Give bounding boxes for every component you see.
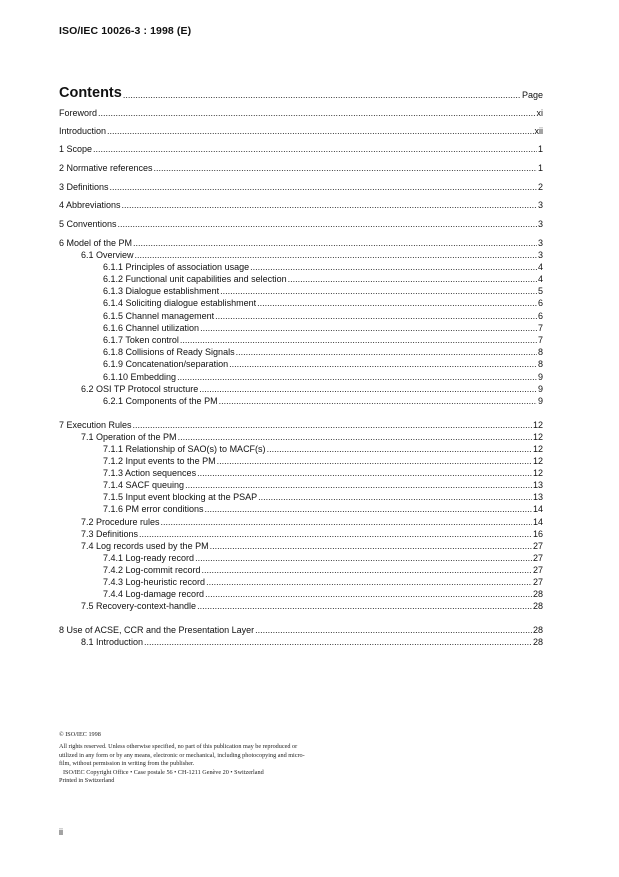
toc-entry-page: 14 [532,517,543,527]
toc-entry-label: 6.1.7 Token control [103,335,179,345]
toc-entry-page: 1 [537,144,543,154]
leader-dots [215,311,537,321]
toc-entry[interactable] [59,143,543,154]
toc-entry-page: 6 [537,311,543,321]
toc-entry[interactable] [103,297,543,308]
leader-dots [154,163,537,173]
toc-entry-label: 8 Use of ACSE, CCR and the Presentation Layer [59,625,255,635]
toc-entry-label: 5 Conventions [59,219,117,229]
toc-entry-page: 12 [532,444,543,454]
toc-entry-page: 12 [532,432,543,442]
toc-entry-page: 14 [532,504,543,514]
toc-entry[interactable] [103,334,543,345]
toc-entry-page: 9 [537,384,543,394]
toc-entry-page: 27 [532,565,543,575]
leader-dots [135,250,537,260]
toc-entry[interactable] [59,218,543,229]
toc-entry-label: 6.1.4 Soliciting dialogue establishment [103,298,257,308]
toc-entry[interactable] [81,636,543,647]
toc-entry-label: 7.1.4 SACF queuing [103,480,185,490]
toc-entry-page: 2 [537,182,543,192]
page-number: ii [59,827,63,837]
toc-entry-label: 7.1.6 PM error conditions [103,504,204,514]
toc-entry-page: 27 [532,541,543,551]
toc-entry-page: 4 [537,274,543,284]
toc-entry[interactable] [59,125,543,136]
toc-entry-page: 9 [537,396,543,406]
toc-entry-label: 6.2 OSI TP Protocol structure [81,384,199,394]
leader-dots [197,601,532,611]
leader-dots [123,90,521,100]
toc-entry[interactable] [81,383,543,394]
toc-entry[interactable] [103,273,543,284]
leader-dots [200,323,537,333]
leader-dots [250,262,537,272]
toc-entry-page: 3 [537,219,543,229]
toc-entry-label: 6.1 Overview [81,250,134,260]
leader-dots [144,637,532,647]
toc-entry-label: 6 Model of the PM [59,238,133,248]
toc-entry-page: 8 [537,359,543,369]
leader-dots [180,335,537,345]
toc-entry-label: 6.1.10 Embedding [103,372,177,382]
toc-entry[interactable] [81,600,543,611]
leader-dots [133,238,537,248]
toc-entry-label: Introduction [59,126,107,136]
toc-entry[interactable] [81,540,543,551]
toc-entry-label: 6.1.6 Channel utilization [103,323,200,333]
toc-entry-label: 4 Abbreviations [59,200,121,210]
copyright-office-address: ISO/IEC Copyright Office • Case postale 56 • CH-1211 Genève 20 • Switzerland [63,768,264,776]
toc-entry-page: 12 [532,420,543,430]
toc-entry[interactable] [81,249,543,260]
rights-line: All rights reserved. Unless otherwise specified, no part of this publication may be reproduced or [59,743,298,751]
leader-dots [161,517,532,527]
toc-entry-label: 7.1.1 Relationship of SAO(s) to MACF(s) [103,444,266,454]
toc-entry[interactable] [103,358,543,369]
toc-entry[interactable] [103,552,543,563]
toc-entry-label: 2 Normative references [59,163,153,173]
toc-entry[interactable] [81,516,543,527]
toc-entry-page: 9 [537,372,543,382]
toc-entry[interactable] [59,107,543,118]
toc-entry-page: 27 [532,553,543,563]
leader-dots [267,444,532,454]
toc-entry[interactable] [59,162,543,173]
leader-dots [199,384,537,394]
toc-entry-label: 7 Execution Rules [59,420,132,430]
toc-entry-label: 7.2 Procedure rules [81,517,160,527]
leader-dots [98,108,535,118]
leader-dots [220,286,537,296]
toc-entry[interactable] [103,503,543,514]
toc-entry-page: 5 [537,286,543,296]
leader-dots [255,625,532,635]
toc-entry[interactable] [103,346,543,357]
toc-entry-label: 1 Scope [59,144,93,154]
toc-entry-page: 3 [537,238,543,248]
toc-entry-label: 6.1.3 Dialogue establishment [103,286,220,296]
leader-dots [206,577,532,587]
toc-entry-label: 7.1.2 Input events to the PM [103,456,216,466]
toc-entry[interactable] [103,564,543,575]
toc-entry-label: 6.2.1 Components of the PM [103,396,218,406]
toc-entry-page: 27 [532,577,543,587]
toc-entry-page: 16 [532,529,543,539]
toc-entry-label: 7.4.3 Log-heuristic record [103,577,206,587]
leader-dots [236,347,537,357]
rights-line: utilized in any form or by any means, electronic or mechanical, including photocopying and micro- [59,751,305,759]
leader-dots [205,589,532,599]
copyright-footer [59,731,419,785]
toc-entry-label: 7.4.2 Log-commit record [103,565,201,575]
toc-entry[interactable] [59,419,543,430]
toc-entry[interactable] [103,322,543,333]
leader-dots [229,359,537,369]
toc-entry-page: 4 [537,262,543,272]
toc-entry-label: 6.1.1 Principles of association usage [103,262,250,272]
leader-dots [195,553,532,563]
toc-entry-page: 13 [532,492,543,502]
page-column-label: Page [521,90,543,100]
toc-entry-page: 3 [537,250,543,260]
toc-entry[interactable] [59,237,543,248]
toc-entry-page: 28 [532,637,543,647]
toc-entry[interactable] [59,624,543,635]
toc-entry-page: 8 [537,347,543,357]
leader-dots [93,144,537,154]
copyright-line: © ISO/IEC 1998 [59,731,101,738]
toc-entry-label: 6.1.9 Concatenation/separation [103,359,229,369]
toc-entry-label: 7.4 Log records used by the PM [81,541,209,551]
leader-dots [178,432,532,442]
toc-entry-label: 6.1.8 Collisions of Ready Signals [103,347,235,357]
toc-entry-page: 6 [537,298,543,308]
toc-entry-label: 7.4.1 Log-ready record [103,553,195,563]
toc-entry[interactable] [59,181,543,192]
toc-entry-page: 12 [532,468,543,478]
leader-dots [205,504,532,514]
toc-entry[interactable] [59,199,543,210]
leader-dots [217,456,532,466]
toc-entry[interactable] [103,261,543,272]
leader-dots [139,529,532,539]
toc-entry-page: 28 [532,601,543,611]
toc-entry[interactable] [103,467,543,478]
toc-entry-label: 7.1 Operation of the PM [81,432,177,442]
leader-dots [118,219,537,229]
leader-dots [107,126,533,136]
toc-entry-page: 13 [532,480,543,490]
toc-entry-page: 1 [537,163,543,173]
toc-entry[interactable] [103,479,543,490]
toc-entry[interactable] [103,395,543,406]
toc-entry-label: 3 Definitions [59,182,109,192]
toc-entry-label: Foreword [59,108,98,118]
rights-statement [59,743,409,768]
toc-entry-page: xi [536,108,543,118]
contents-title: Contents [59,85,122,101]
toc-entry-label: 7.4.4 Log-damage record [103,589,205,599]
leader-dots [219,396,537,406]
toc-entry-label: 7.5 Recovery-context-handle [81,601,197,611]
toc-entry-label: 7.1.3 Action sequences [103,468,197,478]
document-header: ISO/IEC 10026-3 : 1998 (E) [59,25,192,37]
leader-dots [257,298,537,308]
leader-dots [210,541,532,551]
toc-entry-page: 3 [537,200,543,210]
toc-entry[interactable] [81,431,543,442]
toc-entry[interactable] [103,310,543,321]
toc-entry-page: 28 [532,625,543,635]
toc-entry[interactable] [103,443,543,454]
toc-entry[interactable] [81,528,543,539]
leader-dots [185,480,532,490]
leader-dots [133,420,532,430]
leader-dots [288,274,537,284]
toc-entry-label: 8.1 Introduction [81,637,144,647]
toc-entry-page: 7 [537,335,543,345]
toc-entry[interactable] [103,371,543,382]
toc-entry-label: 7.1.5 Input event blocking at the PSAP [103,492,258,502]
toc-entry[interactable] [103,491,543,502]
rights-line: film, without permission in writing from the publisher. [59,760,195,768]
leader-dots [122,200,537,210]
toc-entry-page: 28 [532,589,543,599]
printed-in: Printed in Switzerland [59,777,115,785]
toc-entry[interactable] [103,455,543,466]
contents-heading-row [59,82,543,100]
leader-dots [197,468,532,478]
leader-dots [177,372,537,382]
toc-entry-label: 6.1.5 Channel management [103,311,215,321]
toc-entry[interactable] [103,576,543,587]
toc-entry[interactable] [103,285,543,296]
toc-entry-page: 12 [532,456,543,466]
leader-dots [202,565,532,575]
leader-dots [258,492,532,502]
toc-entry-page: 7 [537,323,543,333]
toc-entry-label: 7.3 Definitions [81,529,139,539]
toc-entry[interactable] [103,588,543,599]
toc-entry-page: xii [534,126,543,136]
leader-dots [110,182,537,192]
toc-entry-label: 6.1.2 Functional unit capabilities and selection [103,274,287,284]
